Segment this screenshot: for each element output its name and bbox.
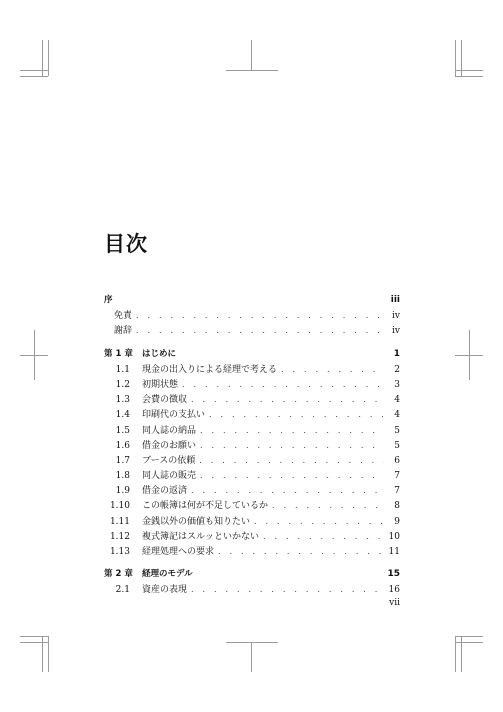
section-number: 1.13 — [109, 547, 130, 557]
toc-section[interactable] — [104, 407, 400, 422]
toc-section[interactable] — [104, 377, 400, 392]
toc-preface-label: 序 — [104, 295, 113, 305]
leader-dots — [191, 483, 384, 498]
table-of-contents — [104, 293, 400, 598]
chapter-title: 経理のモデル — [142, 569, 193, 580]
section-page: 3 — [394, 379, 400, 390]
toc-section[interactable] — [104, 362, 400, 377]
section-label: 同人誌の販売 — [142, 471, 197, 482]
section-page: 7 — [394, 486, 400, 497]
leader-dots — [218, 544, 384, 559]
toc-preface[interactable] — [104, 293, 400, 308]
section-label: 資産の表現 — [142, 585, 188, 596]
leader-dots — [254, 514, 384, 529]
leader-dots — [191, 392, 384, 407]
toc-section[interactable] — [104, 514, 400, 529]
section-page: 2 — [394, 364, 400, 375]
leader-dots — [209, 407, 384, 422]
section-number: 1.4 — [115, 410, 130, 421]
section-label: この帳簿は何が不足しているか — [142, 501, 269, 512]
toc-entry-label: 免責 — [114, 311, 133, 322]
chapter-title: はじめに — [142, 348, 177, 359]
page-folio: vii — [389, 598, 400, 608]
toc-section[interactable] — [104, 498, 400, 513]
chapter-number: 第 2 章 — [104, 569, 133, 580]
toc-section[interactable] — [104, 392, 400, 407]
chapter-number: 第 1 章 — [104, 348, 133, 359]
toc-section[interactable] — [104, 438, 400, 453]
section-number: 1.12 — [109, 531, 130, 542]
section-page: 5 — [394, 425, 400, 436]
leader-dots — [136, 308, 384, 323]
chapter-page: 1 — [393, 348, 400, 359]
toc-chapter-1[interactable] — [104, 347, 400, 362]
section-number: 1.6 — [115, 440, 130, 451]
section-label: 同人誌の納品 — [142, 425, 197, 436]
leader-dots — [200, 423, 384, 438]
toc-entry-disclaimer[interactable] — [104, 308, 400, 323]
toc-section[interactable] — [104, 423, 400, 438]
leader-dots — [281, 362, 384, 377]
section-page: 5 — [394, 440, 400, 451]
section-number: 1.3 — [115, 395, 130, 406]
section-label: 経理処理への要求 — [142, 547, 215, 557]
toc-entry-label: 謝辞 — [114, 326, 133, 337]
section-number: 1.11 — [109, 516, 130, 527]
toc-preface-page: iii — [390, 295, 400, 305]
leader-dots — [182, 377, 384, 392]
section-label: 会費の徴収 — [142, 395, 188, 406]
section-number: 1.7 — [115, 455, 130, 466]
section-number: 2.1 — [115, 585, 130, 596]
toc-section[interactable] — [104, 544, 400, 559]
section-number: 1.2 — [115, 379, 130, 390]
toc-chapter-2[interactable] — [104, 567, 400, 582]
section-page: 7 — [394, 471, 400, 482]
toc-section[interactable] — [104, 483, 400, 498]
section-number: 1.1 — [115, 364, 130, 375]
chapter-page: 15 — [387, 569, 400, 580]
section-page: 9 — [394, 516, 400, 527]
section-label: 現金の出入りによる経理で考える — [142, 364, 278, 375]
toc-section[interactable] — [104, 529, 400, 544]
section-page: 16 — [388, 585, 400, 596]
leader-dots — [200, 438, 384, 453]
page-title: 目次 — [104, 232, 148, 257]
section-label: 借金の返済 — [142, 486, 188, 497]
leader-dots — [199, 453, 384, 468]
section-label: 初期状態 — [142, 379, 179, 390]
leader-dots — [136, 323, 384, 338]
toc-entry-page: iv — [392, 326, 400, 337]
section-label: 印刷代の支払い — [142, 410, 206, 421]
toc-entry-page: iv — [392, 311, 400, 322]
section-page: 8 — [394, 501, 400, 512]
section-number: 1.8 — [115, 471, 130, 482]
leader-dots — [191, 582, 384, 597]
section-label: 金銭以外の価値も知りたい — [142, 516, 251, 527]
leader-dots — [263, 529, 384, 544]
section-page: 4 — [394, 410, 400, 421]
section-number: 1.5 — [115, 425, 130, 436]
section-label: 複式簿記はスルッといかない — [142, 531, 260, 542]
leader-dots — [272, 498, 384, 513]
section-number: 1.10 — [109, 501, 130, 512]
toc-section[interactable] — [104, 453, 400, 468]
section-label: 借金のお願い — [142, 440, 197, 451]
toc-entry-acknowledgements[interactable] — [104, 323, 400, 338]
toc-section[interactable] — [104, 582, 400, 597]
section-page: 10 — [388, 531, 400, 542]
section-number: 1.9 — [115, 486, 130, 497]
toc-section[interactable] — [104, 468, 400, 483]
leader-dots — [200, 468, 384, 483]
section-page: 4 — [394, 395, 400, 406]
section-page: 11 — [388, 547, 400, 557]
section-label: ブースの依頼 — [142, 455, 196, 466]
section-page: 6 — [394, 455, 400, 466]
